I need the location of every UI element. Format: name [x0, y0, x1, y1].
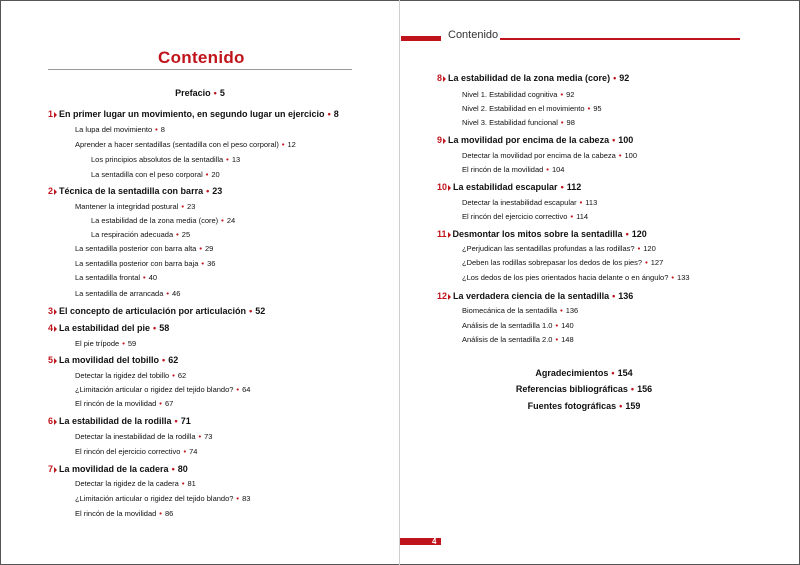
entry-title: Biomecánica de la sentadilla [462, 306, 558, 315]
entry-title: La estabilidad de la zona media (core) [91, 216, 219, 225]
toc-chapter-entry [437, 182, 581, 192]
entry-title: Análisis de la sentadilla 1.0 [462, 321, 553, 330]
bullet-separator: • [249, 306, 253, 316]
entry-title: ¿Limitación articular o rigidez del tejido blando? [75, 385, 234, 394]
bullet-separator: • [612, 135, 616, 145]
entry-page-number: 64 [242, 385, 251, 394]
entry-page-number: 25 [181, 230, 191, 239]
entry-page-number: 148 [561, 335, 574, 344]
entry-title: Detectar la rigidez de la cadera [75, 479, 179, 488]
bullet-separator: • [221, 216, 224, 225]
header-rule [500, 38, 740, 40]
entry-title: Análisis de la sentadilla 2.0 [462, 335, 553, 344]
entry-title: La sentadilla frontal [75, 273, 141, 282]
bullet-separator: • [153, 323, 157, 333]
entry-title: ¿Deben las rodillas sobrepasar los dedos de los pies? [462, 258, 643, 267]
entry-title: La verdadera ciencia de la sentadilla [453, 291, 610, 301]
entry-page-number: 13 [231, 155, 241, 164]
entry-page-number: 95 [593, 104, 602, 113]
chapter-marker-icon [443, 138, 446, 144]
entry-title: Aprender a hacer sentadillas (sentadilla con el peso corporal) [75, 140, 279, 149]
toc-subentry [462, 165, 564, 174]
chapter-number: 8 [437, 73, 443, 83]
entry-title: El rincón de la movilidad [75, 399, 157, 408]
toc-chapter-entry [437, 135, 633, 145]
chapter-marker-icon [443, 76, 446, 82]
chapter-marker-icon [54, 467, 57, 473]
toc-section-entry [175, 88, 225, 98]
entry-title: Desmontar los mitos sobre la sentadilla [452, 229, 623, 239]
entry-page-number: 92 [619, 73, 630, 83]
toc-subentry [462, 258, 663, 267]
entry-page-number: 140 [561, 321, 574, 330]
bullet-separator: • [172, 371, 175, 380]
entry-title: Nivel 1. Estabilidad cognitiva [462, 90, 558, 99]
chapter-marker-icon [54, 326, 57, 332]
toc-subentry [75, 479, 196, 488]
entry-page-number: 73 [204, 432, 213, 441]
toc-subentry [462, 273, 690, 282]
toc-subentry [91, 155, 240, 164]
entry-title: La movilidad por encima de la cabeza [448, 135, 610, 145]
bullet-separator: • [155, 125, 158, 134]
entry-page-number: 62 [168, 355, 179, 365]
entry-title: La estabilidad de la rodilla [59, 416, 172, 426]
entry-title: El pie trípode [75, 339, 120, 348]
entry-page-number: 114 [576, 212, 589, 221]
entry-page-number: 59 [127, 339, 137, 348]
toc-chapter-entry [437, 73, 629, 83]
bullet-separator: • [327, 109, 331, 119]
entry-title: La estabilidad escapular [453, 182, 558, 192]
bullet-separator: • [555, 321, 559, 330]
entry-title: El rincón del ejercicio correctivo [462, 212, 568, 221]
toc-subentry [462, 90, 574, 99]
toc-subentry [75, 385, 250, 394]
chapter-marker-icon [54, 112, 57, 118]
toc-subentry [462, 104, 602, 113]
entry-page-number: 92 [566, 90, 575, 99]
chapter-marker-icon [448, 232, 451, 238]
chapter-marker-icon [448, 185, 451, 191]
entry-title: La sentadilla con el peso corporal [91, 170, 203, 179]
toc-section-entry [516, 384, 652, 394]
bullet-separator: • [143, 273, 146, 282]
bullet-separator: • [174, 416, 178, 426]
bullet-separator: • [645, 258, 648, 267]
toc-chapter-entry [48, 306, 265, 316]
bullet-separator: • [560, 90, 564, 99]
toc-subentry [75, 509, 173, 518]
bullet-separator: • [198, 432, 202, 441]
toc-subentry [462, 306, 578, 315]
header-accent-bar [401, 36, 441, 41]
bullet-separator: • [570, 212, 574, 221]
toc-subentry [75, 202, 195, 211]
bullet-separator: • [181, 479, 185, 488]
bullet-separator: • [199, 244, 202, 253]
bullet-separator: • [546, 165, 549, 174]
toc-subentry [75, 432, 212, 441]
entry-page-number: 46 [172, 289, 181, 298]
toc-subentry [462, 335, 574, 344]
entry-title: La sentadilla de arrancada [75, 289, 164, 298]
chapter-number: 3 [48, 306, 54, 316]
bullet-separator: • [637, 244, 641, 253]
bullet-separator: • [560, 182, 564, 192]
chapter-marker-icon [54, 358, 57, 364]
running-header: Contenido [448, 29, 499, 41]
chapter-number: 5 [48, 355, 54, 365]
bullet-separator: • [162, 355, 166, 365]
entry-page-number: 12 [287, 140, 296, 149]
bullet-separator: • [560, 306, 563, 315]
toc-subentry [75, 399, 173, 408]
entry-page-number: 100 [618, 135, 634, 145]
toc-subentry [462, 321, 574, 330]
bullet-separator: • [226, 155, 229, 164]
entry-page-number: 74 [189, 447, 198, 456]
page-title: Contenido [158, 48, 245, 67]
entry-page-number: 133 [677, 273, 690, 282]
entry-page-number: 62 [177, 371, 187, 380]
chapter-number: 1 [48, 109, 54, 119]
toc-subentry [75, 259, 215, 268]
page-spine [399, 0, 400, 565]
page-number: 4 [432, 537, 437, 546]
entry-title: Nivel 3. Estabilidad funcional [462, 118, 558, 127]
bullet-separator: • [618, 151, 622, 160]
bullet-separator: • [612, 291, 616, 301]
entry-page-number: 104 [551, 165, 565, 174]
chapter-number: 4 [48, 323, 54, 333]
entry-page-number: 136 [565, 306, 579, 315]
toc-chapter-entry [48, 355, 178, 365]
toc-subentry [91, 216, 235, 225]
toc-subentry [462, 198, 597, 207]
entry-title: El concepto de articulación por articulación [59, 306, 247, 316]
bullet-separator: • [201, 259, 205, 268]
entry-title: La respiración adecuada [91, 230, 174, 239]
toc-subentry [75, 289, 180, 298]
entry-title: Referencias bibliográficas [515, 384, 628, 394]
bullet-separator: • [236, 494, 240, 503]
toc-subentry [75, 447, 197, 456]
entry-page-number: 40 [148, 273, 158, 282]
entry-title: Detectar la inestabilidad escapular [462, 198, 577, 207]
entry-title: Agradecimientos [535, 368, 609, 378]
chapter-number: 9 [437, 135, 443, 145]
bullet-separator: • [176, 230, 179, 239]
entry-page-number: 120 [631, 229, 647, 239]
entry-title: Detectar la rigidez del tobillo [75, 371, 170, 380]
toc-subentry [462, 151, 637, 160]
entry-page-number: 71 [180, 416, 191, 426]
bullet-separator: • [206, 186, 210, 196]
entry-title: La estabilidad del pie [59, 323, 151, 333]
toc-chapter-entry [48, 464, 188, 474]
bullet-separator: • [619, 401, 623, 411]
entry-page-number: 20 [211, 170, 220, 179]
toc-section-entry [528, 401, 641, 411]
bullet-separator: • [613, 73, 617, 83]
toc-chapter-entry [48, 323, 169, 333]
toc-subentry [462, 212, 588, 221]
entry-page-number: 120 [643, 244, 656, 253]
bullet-separator: • [166, 289, 170, 298]
entry-page-number: 100 [624, 151, 637, 160]
toc-subentry [91, 230, 190, 239]
bullet-separator: • [555, 335, 559, 344]
entry-title: Técnica de la sentadilla con barra [59, 186, 204, 196]
bullet-separator: • [213, 88, 217, 98]
bullet-separator: • [560, 118, 564, 127]
bullet-separator: • [171, 464, 175, 474]
toc-subentry [75, 339, 136, 348]
entry-title: El rincón del ejercicio correctivo [75, 447, 181, 456]
bullet-separator: • [587, 104, 591, 113]
entry-title: El rincón de la movilidad [75, 509, 157, 518]
toc-subentry [75, 273, 157, 282]
entry-page-number: 36 [207, 259, 216, 268]
entry-title: Los principios absolutos de la sentadilla [91, 155, 224, 164]
chapter-number: 10 [437, 182, 448, 192]
bullet-separator: • [159, 509, 162, 518]
chapter-marker-icon [448, 294, 451, 300]
entry-title: La sentadilla posterior con barra baja [75, 259, 199, 268]
toc-subentry [462, 244, 656, 253]
entry-page-number: 83 [242, 494, 251, 503]
entry-page-number: 113 [585, 198, 598, 207]
toc-chapter-entry [48, 186, 222, 196]
entry-title: La movilidad del tobillo [59, 355, 160, 365]
chapter-number: 11 [437, 229, 447, 239]
toc-section-entry [535, 368, 632, 378]
entry-page-number: 81 [187, 479, 196, 488]
entry-title: Fuentes fotográficas [527, 401, 617, 411]
entry-page-number: 23 [187, 202, 196, 211]
chapter-number: 6 [48, 416, 54, 426]
toc-subentry [462, 118, 575, 127]
bullet-separator: • [236, 385, 240, 394]
entry-page-number: 154 [617, 368, 633, 378]
entry-page-number: 8 [160, 125, 165, 134]
entry-page-number: 58 [159, 323, 170, 333]
entry-page-number: 80 [177, 464, 188, 474]
chapter-number: 12 [437, 291, 448, 301]
bullet-separator: • [205, 170, 209, 179]
chapter-marker-icon [54, 419, 57, 425]
entry-page-number: 98 [566, 118, 575, 127]
bullet-separator: • [625, 229, 629, 239]
entry-title: ¿Los dedos de los pies orientados hacia delante o en ángulo? [462, 273, 669, 282]
entry-page-number: 24 [226, 216, 236, 225]
entry-title: El rincón de la movilidad [462, 165, 544, 174]
chapter-number: 2 [48, 186, 54, 196]
entry-title: Detectar la movilidad por encima de la cabeza [462, 151, 616, 160]
entry-title: Nivel 2. Estabilidad en el movimiento [462, 104, 585, 113]
entry-page-number: 159 [625, 401, 641, 411]
entry-page-number: 67 [164, 399, 174, 408]
entry-page-number: 112 [566, 182, 582, 192]
bullet-separator: • [611, 368, 615, 378]
entry-page-number: 5 [219, 88, 225, 98]
toc-chapter-entry [437, 229, 647, 239]
bullet-separator: • [579, 198, 583, 207]
bullet-separator: • [122, 339, 125, 348]
toc-subentry [75, 494, 250, 503]
toc-subentry [75, 140, 296, 149]
bullet-separator: • [630, 384, 635, 394]
entry-page-number: 52 [255, 306, 266, 316]
entry-title: Detectar la inestabilidad de la rodilla [75, 432, 196, 441]
toc-subentry [75, 371, 186, 380]
toc-subentry [75, 125, 165, 134]
chapter-number: 7 [48, 464, 54, 474]
entry-page-number: 29 [204, 244, 214, 253]
toc-subentry [75, 244, 213, 253]
entry-page-number: 86 [164, 509, 174, 518]
entry-title: La sentadilla posterior con barra alta [75, 244, 197, 253]
entry-title: La lupa del movimiento [75, 125, 153, 134]
bullet-separator: • [181, 202, 185, 211]
entry-title: Mantener la integridad postural [75, 202, 179, 211]
entry-title: ¿Perjudican las sentadillas profundas a las rodillas? [462, 244, 635, 253]
entry-page-number: 156 [637, 384, 653, 394]
toc-chapter-entry [48, 416, 191, 426]
toc-chapter-entry [48, 109, 339, 119]
entry-title: Prefacio [175, 88, 211, 98]
bullet-separator: • [183, 447, 187, 456]
chapter-marker-icon [54, 309, 57, 315]
bullet-separator: • [281, 140, 285, 149]
bullet-separator: • [671, 273, 675, 282]
entry-page-number: 136 [618, 291, 634, 301]
bullet-separator: • [159, 399, 162, 408]
entry-title: La estabilidad de la zona media (core) [448, 73, 611, 83]
entry-page-number: 8 [333, 109, 339, 119]
entry-title: ¿Limitación articular o rigidez del tejido blando? [75, 494, 234, 503]
toc-subentry [91, 170, 220, 179]
chapter-marker-icon [54, 189, 57, 195]
entry-page-number: 23 [212, 186, 223, 196]
title-rule [48, 69, 352, 70]
entry-page-number: 127 [650, 258, 664, 267]
toc-chapter-entry [437, 291, 633, 301]
entry-title: En primer lugar un movimiento, en segundo lugar un ejercicio [59, 109, 325, 119]
entry-title: La movilidad de la cadera [59, 464, 169, 474]
